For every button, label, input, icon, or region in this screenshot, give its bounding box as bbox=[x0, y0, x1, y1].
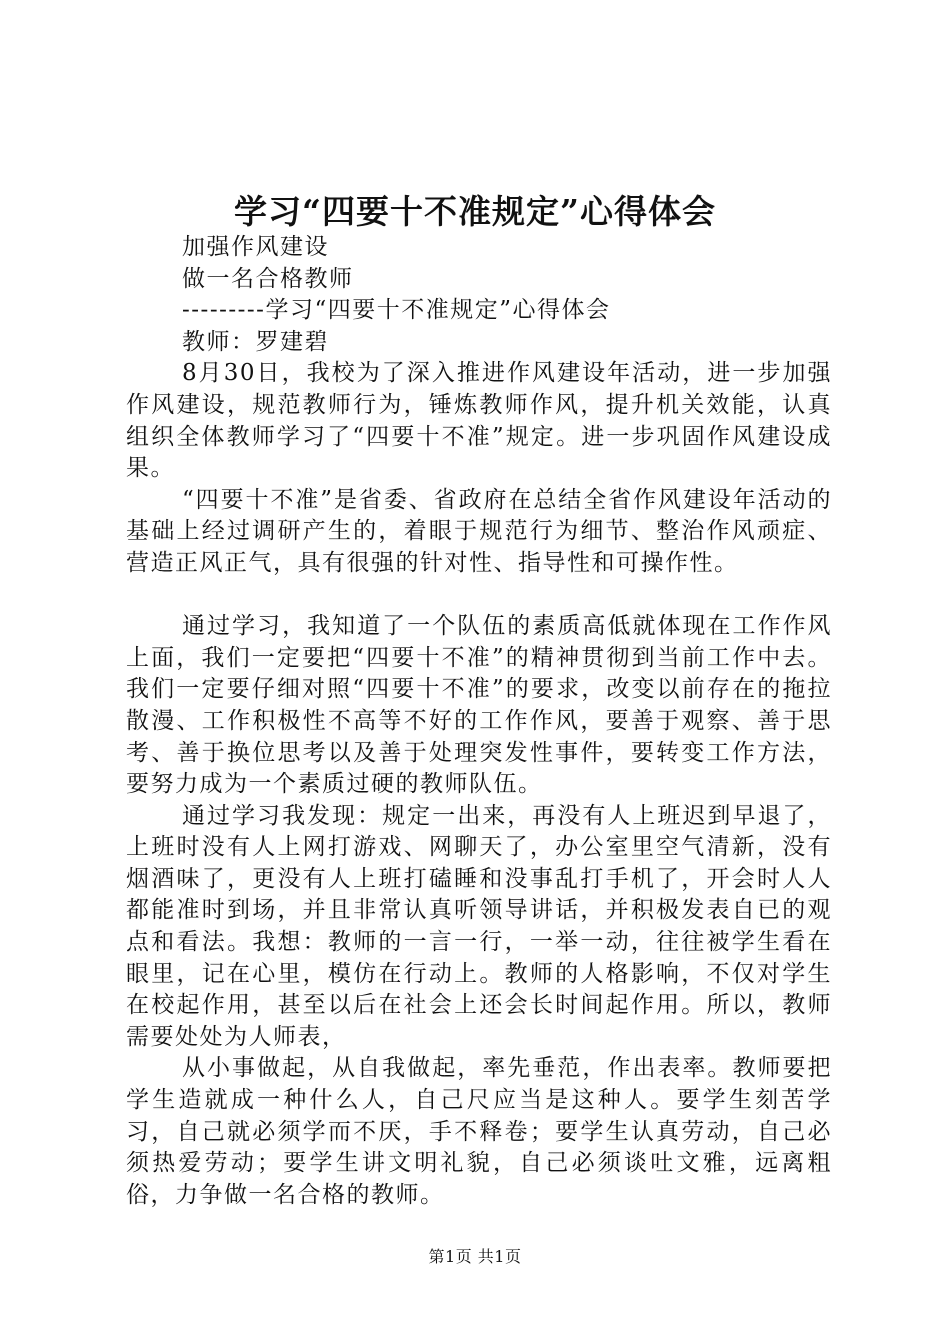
header-line-1: 加强作风建设 bbox=[182, 234, 329, 260]
paragraph-3: 通过学习，我知道了一个队伍的素质高低就体现在工作作风上面，我们一定要把“四要十不准”的精神贯彻到当前工作中去。我们一定要仔细对照“四要十不准”的要求，改变以前存在的拖拉散漫、工作积极性不高等不好的工作作风，要善于观察、善于思考、善于换位思考以及善于处理突发性事件，要转变工作方法，要努力成为一个素质过硬的教师队伍。 bbox=[126, 613, 832, 798]
paragraph-gap bbox=[126, 580, 832, 612]
paragraph-4: 通过学习我发现：规定一出来，再没有人上班迟到早退了，上班时没有人上网打游戏、网聊天了，办公室里空气清新，没有烟酒味了，更没有人上班打磕睡和没事乱打手机了，开会时人人都能准时到场，并且非常认真听领导讲话，并积极发表自已的观点和看法。我想：教师的一言一行，一举一动，往往被学生看在眼里，记在心里，模仿在行动上。教师的人格影响，不仅对学生在校起作用，甚至以后在社会上还会长时间起作用。所以，教师需要处处为人师表， bbox=[126, 802, 832, 1050]
paragraph-2: “四要十不准”是省委、省政府在总结全省作风建设年活动的基础上经过调研产生的，着眼于规范行为细节、整治作风顽症、营造正风正气，具有很强的针对性、指导性和可操作性。 bbox=[126, 486, 832, 576]
header-line-2: 做一名合格教师 bbox=[182, 265, 354, 292]
document-body bbox=[126, 232, 832, 1211]
paragraph-1: 8月30日，我校为了深入推进作风建设年活动，进一步加强作风建设，规范教师行为，锤炼教师作风，提升机关效能，认真组织全体教师学习了“四要十不准”规定。进一步巩固作风建设成果。 bbox=[126, 360, 832, 482]
header-line-3: ---------学习“四要十不准规定”心得体会 bbox=[182, 297, 611, 324]
paragraph-5: 从小事做起，从自我做起，率先垂范，作出表率。教师要把学生造就成一种什么人，自己尺应当是这种人。要学生刻苦学习，自己就必须学而不厌，手不释卷；要学生认真劳动，自己必须热爱劳动；要学生讲文明礼貌，自己必须谈吐文雅，远离粗俗，力争做一名合格的教师。 bbox=[126, 1055, 832, 1208]
page-footer: 第1页 共1页 bbox=[428, 1247, 522, 1266]
header-line-author: 教师：罗建碧 bbox=[182, 328, 329, 355]
document-title: 学习“四要十不准规定”心得体会 bbox=[234, 192, 716, 231]
